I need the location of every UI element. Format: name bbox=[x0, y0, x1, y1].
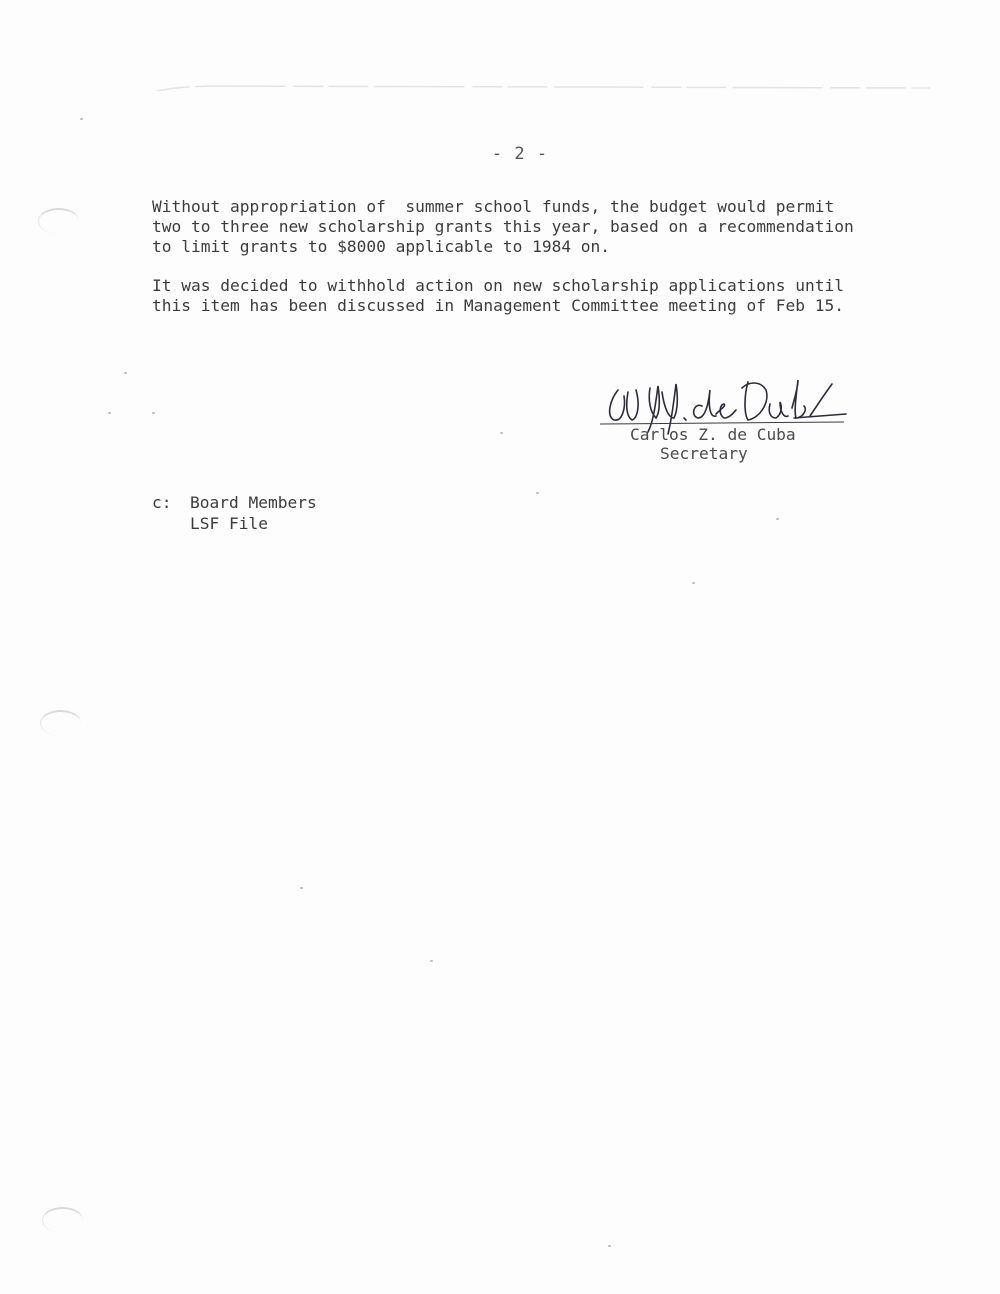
cc-label: c: bbox=[152, 493, 172, 512]
scan-speck bbox=[500, 432, 503, 434]
binder-hole-mark bbox=[40, 710, 81, 736]
scan-speck bbox=[300, 887, 303, 889]
paragraph-decision: It was decided to withhold action on new scholarship applications until this item has been discussed in Management Committee meeting of Feb 15. bbox=[152, 276, 844, 315]
scan-speck bbox=[776, 518, 779, 520]
binder-hole-mark bbox=[42, 1207, 83, 1233]
cc-row bbox=[152, 492, 317, 513]
paragraph-budget: Without appropriation of summer school funds, the budget would permit two to three new scholarship grants this year, based on a recommendation to limit grants to $8000 applicable to 1984 on. bbox=[152, 197, 854, 256]
cc-row bbox=[152, 513, 317, 534]
signer-title: Secretary bbox=[660, 444, 748, 463]
signature-block bbox=[598, 360, 858, 470]
scan-speck bbox=[692, 582, 695, 584]
scan-speck bbox=[108, 412, 111, 414]
scan-speck bbox=[124, 372, 127, 374]
scan-speck bbox=[608, 1245, 611, 1247]
binder-hole-mark bbox=[38, 208, 79, 234]
cc-recipient: Board Members bbox=[190, 493, 317, 512]
carbon-copy-list bbox=[152, 492, 317, 534]
signer-name: Carlos Z. de Cuba bbox=[630, 425, 796, 444]
scan-speck bbox=[80, 118, 83, 120]
scan-speck bbox=[152, 412, 155, 414]
cc-recipient: LSF File bbox=[190, 514, 268, 533]
scan-artifact-line bbox=[150, 85, 930, 91]
scan-speck bbox=[430, 960, 433, 962]
scan-speck bbox=[536, 492, 539, 494]
page-number: - 2 - bbox=[491, 144, 549, 164]
